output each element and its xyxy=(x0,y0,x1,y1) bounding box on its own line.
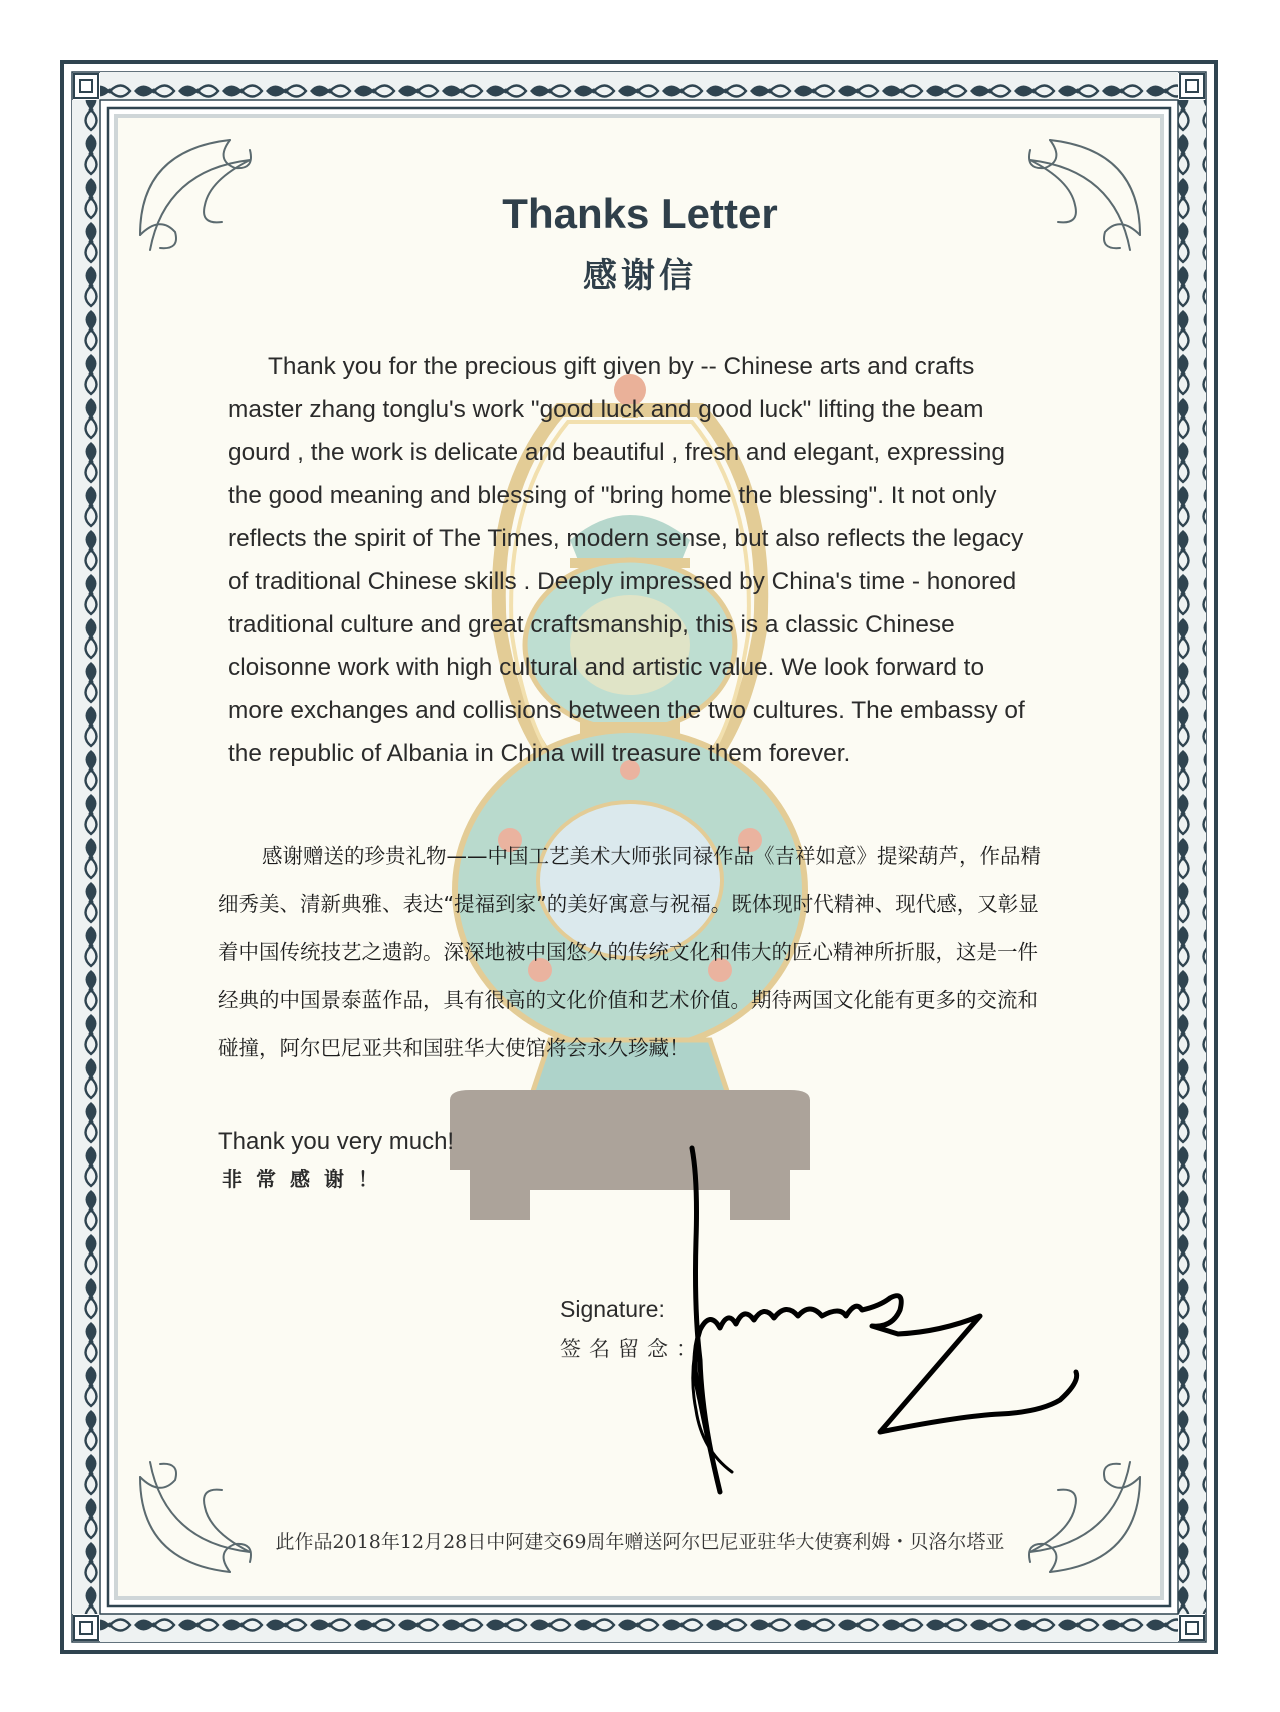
closing-en: Thank you very much! xyxy=(218,1128,455,1155)
letter-title-zh: 感谢信 xyxy=(583,256,697,296)
letter-body-zh: 感谢赠送的珍贵礼物——中国工艺美术大师张同禄作品《吉祥如意》提梁葫芦，作品精细秀美、清新典雅、表达“提福到家”的美好寓意与祝福。既体现时代精神、现代感，又彰显着中国传统技艺之遗韵。深深地被中国悠久的传统文化和伟大的匠心精神所折服，这是一件经典的中国景泰蓝作品，具有很高的文化价值和艺术价值。期待两国文化能有更多的交流和碰撞，阿尔巴尼亚共和国驻华大使馆将会永久珍藏！ xyxy=(218,844,1041,1060)
closing-zh: 非常感谢！ xyxy=(222,1167,392,1191)
letter-title-en: Thanks Letter xyxy=(502,190,778,237)
letter-body-en: Thank you for the precious gift given by -- Chinese arts and crafts master zhang tonglu's work "good luck and good luck" lifting the beam gourd , the work is delicate and beautiful , fresh and elegant, expressing the good meaning and blessing of "bring home the blessing". It not only reflects the spirit of The Times, modern sense, but also reflects the legacy of traditional Chinese skills . Deeply impressed by China's time - honored traditional culture and great craftsmanship, this is a classic Chinese cloisonne work with high cultural and artistic value. We look forward to more exchanges and collisions between the two cultures. The embassy of the republic of Albania in China will treasure them forever. xyxy=(228,353,1025,767)
footer-note: 此作品2018年12月28日中阿建交69周年赠送阿尔巴尼亚驻华大使赛利姆・贝洛尔塔亚 xyxy=(275,1531,1005,1553)
signature-label-zh: 签名留念： xyxy=(560,1337,705,1361)
signature-label-en: Signature: xyxy=(560,1296,665,1322)
handwritten-signature xyxy=(640,1120,1120,1510)
